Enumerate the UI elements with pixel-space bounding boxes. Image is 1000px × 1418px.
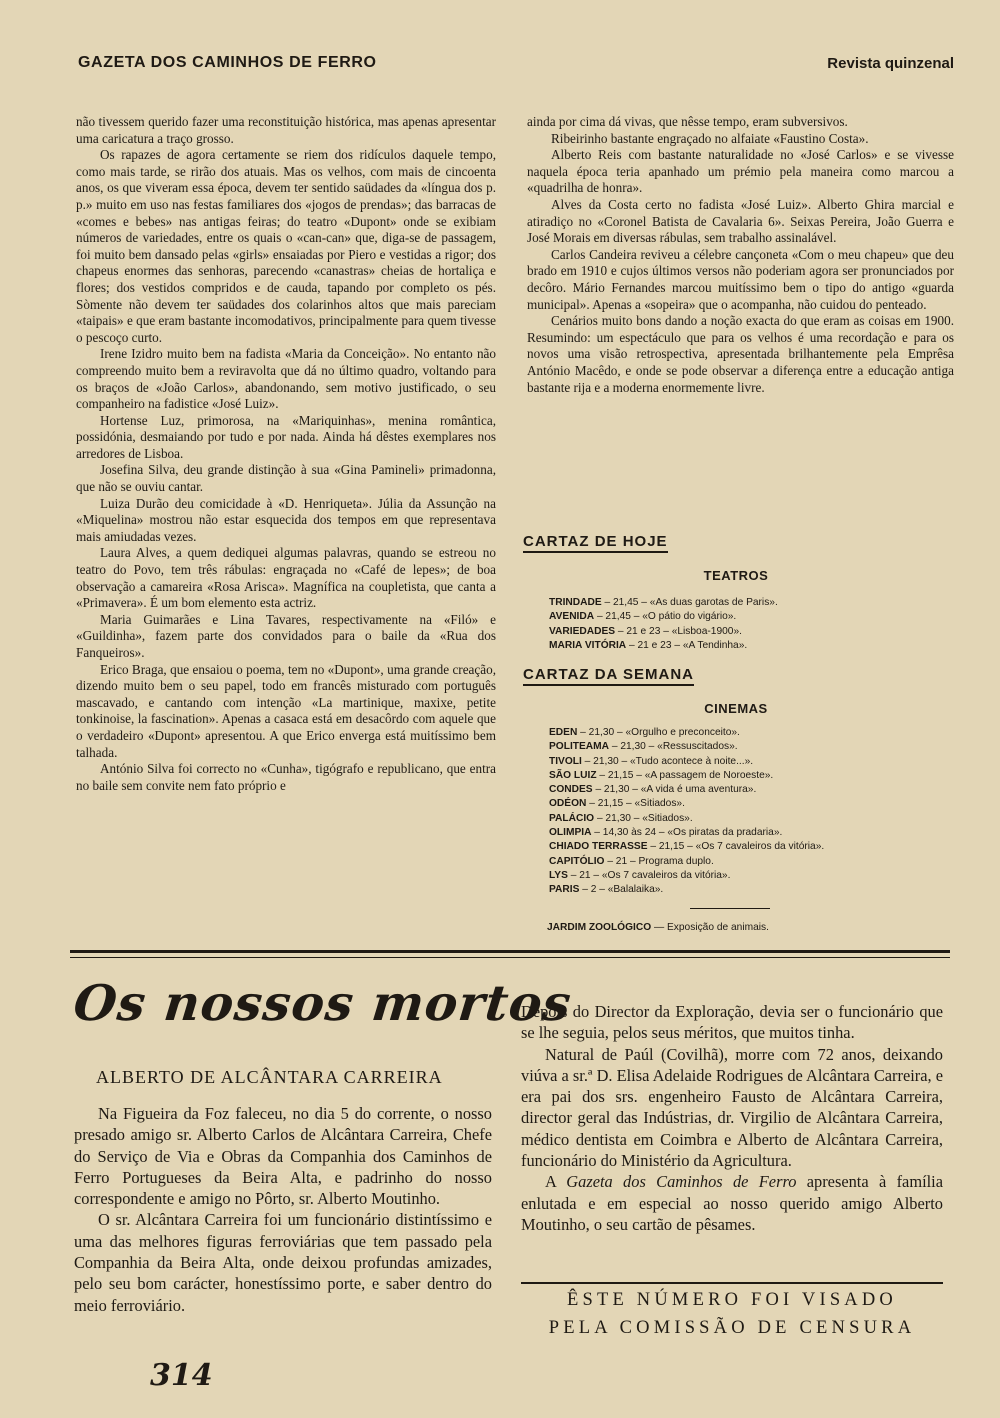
obituary-name: ALBERTO DE ALCÂNTARA CARREIRA	[96, 1067, 443, 1087]
magazine-title: GAZETA DOS CAMINHOS DE FERRO	[78, 54, 377, 71]
showtime: — Exposição de animais.	[653, 922, 769, 933]
listing-item	[549, 855, 824, 869]
listing-item	[549, 596, 778, 610]
paragraph: Erico Braga, que ensaiou o poema, tem no «Dupont», uma grande creação, dizendo muito bem o seu papel, todo em francês misturado com português mascavado, e cantando com intenção «La martinique, maxixe, petite tonkinoise, la fascination». Apenas a casaca está em desacôrdo com aquele que o verdadeiro «Dupont» apresentou. A que Erico enverga está muitíssimo bem talhada.	[76, 661, 496, 760]
venue-name: AVENIDA	[549, 611, 595, 623]
theatre-listing	[549, 596, 778, 653]
showtime: – 21,45 – «As duas garotas de Paris».	[604, 597, 778, 608]
paragraph: Na Figueira da Foz faleceu, no dia 5 do corrente, o nosso presado amigo sr. Alberto Carlos de Alcântara Carreira, Chefe do Serviço de Via e Obras da Companhia dos Caminhos de Ferro Portugueses da Beira Alta, e padrinho do nosso correspondente e amigo no Pôrto, sr. Alberto Moutinho.	[74, 1104, 492, 1209]
paragraph: Ribeirinho bastante engraçado no alfaiate «Faustino Costa».	[551, 130, 869, 146]
venue-name: CHIADO TERRASSE	[549, 841, 648, 853]
paragraph: Irene Izidro muito bem na fadista «Maria da Conceição». No entanto não compreendo muito bem a reviravolta que dá no último quadro, voltando para os braços de «João Carlos», abandonando, sem motivo justificado, o seu companheiro na fadistice «José Luiz».	[76, 346, 496, 412]
venue-name: PARIS	[549, 884, 580, 896]
paragraph: não tivessem querido fazer uma reconstituição histórica, mas apenas apresentar uma caricatura a traço grosso.	[76, 114, 496, 146]
paragraph: O sr. Alcântara Carreira foi um funcionário distintíssimo e uma das melhores figuras ferroviárias que tem passado pela Companhia da Beira Alta, onde deixou profundas amizades, pelo seu bom carácter, honestíssimo porte, e saber dentro do meio ferroviário.	[74, 1210, 492, 1315]
showtime: – 14,30 às 24 – «Os piratas da pradaria».	[594, 827, 783, 839]
listing-item	[549, 840, 824, 854]
listing-item	[549, 726, 824, 740]
paragraph: Josefina Silva, deu grande distinção à sua «Gina Pamineli» primadonna, que não se ouviu cantar.	[76, 462, 496, 495]
paragraph: Hortense Luz, primorosa, na «Mariquinhas», menina romântica, possidónia, desmaiando por tudo e por nada. Ainda há dêstes exemplares nos arredores de Lisboa.	[76, 412, 496, 461]
venue-name: TRINDADE	[549, 597, 602, 608]
venue-name: MARIA VITÓRIA	[549, 639, 627, 651]
listing-item	[549, 812, 824, 826]
paragraph: Laura Alves, a quem dediquei algumas palavras, quando se estreou no teatro do Povo, tem três rábulas: engraçada no «Café de lepes»; de boa observação a camareira «Rosa Arisca». Magnífica na coupletista, que canta a «Primavera». É um bom elemento esta actriz.	[76, 545, 496, 611]
review-column-left	[76, 114, 496, 794]
venue-name: CONDES	[549, 784, 593, 796]
venue-name: ODÉON	[549, 798, 587, 810]
venue-name: TIVOLI	[549, 755, 582, 767]
listing-item	[549, 740, 824, 754]
paragraph: Natural de Paúl (Covilhã), morre com 72 anos, deixando viúva a sr.ª D. Elisa Adelaide Rodrigues de Alcântara Carreira, e era pai dos srs. engenheiro Fausto de Alcântara Carreira, director geral das Indústrias, dr. Virgilio de Alcântara Carreira, médico dentista em Coimbra e Alberto de Alcântara Carreira, funcionário do Ministério da Agricultura.	[521, 1044, 943, 1171]
showtime: – 21 e 23 – «A Tendinha».	[629, 639, 748, 651]
listing-item	[549, 755, 824, 769]
section-divider-thin	[70, 957, 950, 958]
cinema-listing	[549, 726, 824, 898]
zoo-listing	[547, 922, 769, 933]
paragraph: António Silva foi correcto no «Cunha», tigógrafo e republicano, que entra no baile sem convite nem fato próprio e	[76, 761, 496, 793]
showtime: – 21,30 – «A vida é uma aventura».	[595, 784, 757, 796]
listing-item	[549, 610, 778, 624]
obituary-column-right	[521, 1001, 943, 1235]
paragraph: Alves da Costa certo no fadista «José Luiz». Alberto Ghira marcial e atiradiço no «Coronel Batista de Cavalaria 6». Seixas Pereira, João Guerra e José Morais em diversas rábulas, sem trabalho assinalável.	[527, 196, 954, 246]
venue-name: VARIEDADES	[549, 625, 616, 637]
showtime: – 21 e 23 – «Lisboa-1900».	[617, 625, 742, 637]
censorship-line-1: ÊSTE NÚMERO FOI VISADO	[566, 1290, 897, 1310]
showtime: – 21,15 – «Sitiados».	[589, 798, 685, 810]
cinemas-heading: CINEMAS	[704, 701, 768, 716]
venue-name: JARDIM ZOOLÓGICO	[547, 922, 652, 933]
showtime: – 21,30 – «Tudo acontece à noite...».	[584, 755, 754, 767]
paragraph: Luiza Durão deu comicidade à «D. Henriqueta». Júlia da Assunção na «Miquelina» mostrou não estar esquecida dos tempos em que representava mais amiudadas vezes.	[76, 495, 496, 544]
showtime: – 2 – «Balalaika».	[582, 884, 664, 896]
cartaz-hoje-title: CARTAZ DE HOJE	[523, 533, 668, 553]
venue-name: CAPITÓLIO	[549, 855, 605, 867]
review-column-right	[527, 114, 954, 396]
venue-name: PALÁCIO	[549, 812, 595, 824]
listing-item	[549, 769, 824, 783]
section-divider	[70, 950, 950, 953]
listing-item	[549, 883, 824, 897]
censorship-line-2: PELA COMISSÃO DE CENSURA	[548, 1318, 916, 1338]
publication-name: Gazeta dos Caminhos de Ferro	[566, 1172, 797, 1192]
paragraph: Alberto Reis com bastante naturalidade no «José Carlos» e se vivesse naquela época teria apanhado um prémio pela maneira como marcou a «quadrilha de honra».	[527, 147, 954, 196]
venue-name: EDEN	[549, 727, 578, 738]
listing-item	[549, 783, 824, 797]
teatros-heading: TEATROS	[703, 568, 769, 583]
showtime: – 21,45 – «O pátio do vigário».	[596, 611, 737, 623]
showtime: – 21,30 – «Ressuscitados».	[611, 741, 738, 753]
showtime: – 21,30 – «Orgulho e preconceito».	[580, 727, 740, 738]
showtime: – 21 – «Os 7 cavaleiros da vitória».	[570, 869, 731, 881]
separator-rule	[690, 908, 770, 909]
showtime: – 21,15 – «Os 7 cavaleiros da vitória».	[650, 841, 825, 853]
showtime: – 21,15 – «A passagem de Noroeste».	[599, 769, 774, 781]
listing-item	[549, 826, 824, 840]
paragraph: Maria Guimarães e Lina Tavares, respectivamente na «Filó» e «Guildinha», fazem parte dos convidados para o baile da «Rua dos Fanqueiros».	[76, 611, 496, 660]
listing-item	[549, 625, 778, 639]
paragraph: Os rapazes de agora certamente se riem dos ridículos daquele tempo, como mais tarde, se rirão dos atuais. Mas os velhos, com mais de cincoenta anos, os que viveram essa época, devem ter sentido saüdades da «língua dos p. p.» muito em uso nas festas familiares dos «jogos de prendas»; das barracas de «comes e bebes» nas antigas feiras; do teatro «Dupont» onde se exibiam números de variedades, entre os quais o «can-can» que, diga-se de passagem, foi muito bem dansado pelas «girls» ensaiadas por Piero e vestidas a rigor; dos chapeus enormes das senhoras, parecendo «canastras» cheias de hortaliça e flores; dos vestidos compridos e de cauda, tapando por completo os pés. Sòmente não devem ter saüdades dos colarinhos altos que mais pareciam «taipais» e que eram bastante incomodativos, principalmente para quem tivesse o pescoço curto.	[76, 147, 496, 345]
paragraph: Carlos Candeira reviveu a célebre cançoneta «Com o meu chapeu» que deu brado em 1910 e cujos últimos versos não poderiam agora ser pronunciados por decôro. Mário Fernandes marcou muitíssimo bem o tipo do antigo «guarda municipal». Apenas a «sopeira» que o acompanha, não cuidou do penteado.	[527, 246, 954, 312]
obituary-title: Os nossos mortos	[70, 974, 575, 1032]
paragraph: Depois do Director da Exploração, devia ser o funcionário que se lhe seguia, pelos seus méritos, que muitos tinha.	[521, 1002, 943, 1043]
listing-item	[549, 797, 824, 811]
paragraph: A Gazeta dos Caminhos de Ferro apresenta à família enlutada e em especial ao nosso querido amigo Alberto Moutinho, o seu cartão de pêsames.	[521, 1172, 944, 1234]
obituary-column-left	[74, 1103, 492, 1316]
paragraph: ainda por cima dá vivas, que nêsse tempo, eram subversivos.	[527, 114, 848, 129]
listing-item	[549, 639, 778, 653]
paragraph: Cenários muito bons dando a noção exacta do que eram as coisas em 1900. Resumindo: um espectáculo que para os velhos é uma recordação e para os novos uma visão retrospectiva, apresentada brilhantemente pela Emprêsa António Macêdo, e onde se pode observar a diferença entre a educação antiga bastante rija e a moderna enormemente livre.	[527, 313, 954, 395]
showtime: – 21 – Programa duplo.	[607, 855, 714, 867]
page-number: 314	[150, 1358, 213, 1393]
venue-name: OLIMPIA	[549, 827, 592, 839]
venue-name: SÃO LUIZ	[549, 769, 597, 781]
venue-name: LYS	[549, 869, 568, 881]
venue-name: POLITEAMA	[549, 741, 609, 753]
censorship-rule	[521, 1282, 943, 1284]
magazine-subtitle: Revista quinzenal	[827, 55, 954, 72]
listing-item	[549, 869, 824, 883]
cartaz-semana-title: CARTAZ DA SEMANA	[523, 666, 694, 686]
showtime: – 21,30 – «Sitiados».	[596, 812, 693, 824]
